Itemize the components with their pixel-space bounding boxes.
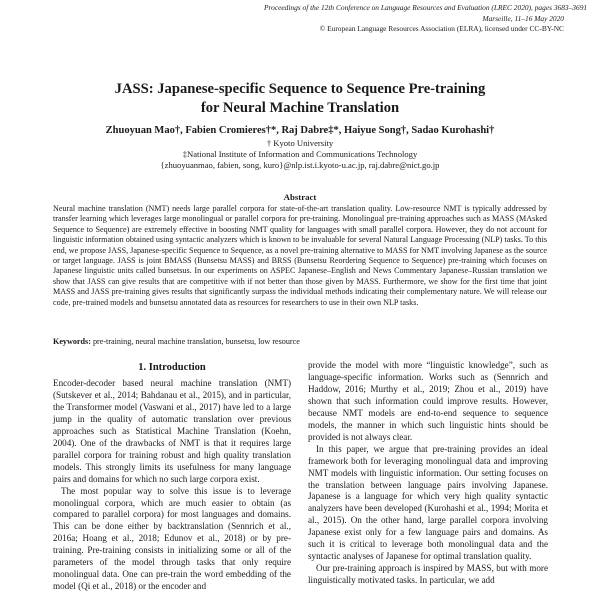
affiliation-2: ‡National Institute of Information and Communications Technology [182, 149, 418, 160]
title-line-2: for Neural Machine Translation [200, 99, 400, 116]
section-heading-introduction: 1. Introduction [138, 362, 206, 373]
paragraph: The most popular way to solve this issue is to leverage monolingual corpora, which are much easier to obtain (as compared to parallel corpora) for most languages and domains. This can be done either by backtranslation (Sennrich et al., 2016a; Hoang et al., 2018; Edunov et al., 2018) or by pre-training. Pre-training consists in initializing some or all of the parameters of the model through tasks that only require monolingual data. One can pre-train the word embedding of the model (Qi et al., 2018) or the encoder and [53, 485, 291, 592]
paragraph: provide the model with more “linguistic knowledge”, such as language-specific information. Works such as (Sennrich and Haddow, 2016; Murthy et al., 2019; Zhou et al., 2019) have shown that such information could improve results. However, because NMT models are end-to-end sequence to sequence models, the manner in which such linguistic hints should be provided is not always clear. [308, 360, 548, 442]
keywords-label: Keywords: [53, 337, 91, 346]
right-column [308, 360, 548, 587]
abstract-text: Neural machine translation (NMT) needs large parallel corpora for state-of-the-art translation quality. Low-resource NMT is typically addressed by transfer learning which leverages large monolingual or parallel corpora for pre-training. Monolingual pre-training approaches such as MASS (MAsked Sequence to Sequence) are extremely effective in boosting NMT quality for languages with small parallel corpora. However, they do not account for linguistic information obtained using syntactic analyzers which is known to be invaluable for several Natural Language Processing (NLP) tasks. To this end, we propose JASS, Japanese-specific Sequence to Sequence, as a novel pre-training alternative to MASS for NMT involving Japanese as the source or target language. JASS is joint BMASS (Bunsetsu MASS) and BRSS (Bunsetsu Reordering Sequence to Sequence) pre-training which focuses on Japanese linguistic units called bunsetsus. In our experiments on ASPEC Japanese–English and News Commentary Japanese–Russian translation we show that JASS can give results that are competitive with if not better than those given by MASS. Furthermore, we show for the first time that joint MASS and JASS pre-training gives results that significantly surpass the individual methods indicating their complementary nature. We will release our code, pre-trained models and bunsetsu annotated data as resources for researchers to use in their own NLP tasks. [53, 204, 547, 307]
proceedings-header [264, 3, 588, 35]
proceedings-line: Proceedings of the 12th Conference on Language Resources and Evaluation (LREC 2020), pages 3683–3691 [264, 3, 588, 12]
proceedings-location: Marseille, 11–16 May 2020 [482, 13, 564, 23]
affiliation-1: † Kyoto University [266, 138, 334, 148]
paragraph: Encoder-decoder based neural machine translation (NMT) (Sutskever et al., 2014; Bahdanau et al., 2015), and in particular, the Transformer model (Vaswani et al., 2017) have led to a large jump in the quality of automatic translation over previous approaches such as Statistical Machine Translation (Koehn, 2004). One of the drawbacks of NMT is that it requires large parallel corpora for training robust and high quality translation models. This strongly limits its usefulness for many language pairs and domains for which no such large corpora exist. [53, 378, 291, 484]
left-column [53, 378, 291, 593]
paragraph: Our pre-training approach is inspired by MASS, but with more linguistically motivated tasks. In particular, we add [308, 563, 548, 586]
author-list: Zhuoyuan Mao†, Fabien Cromieres†*, Raj Dabre‡*, Haiyue Song†, Sadao Kurohashi† [105, 125, 495, 136]
author-emails: {zhuoyuanmao, fabien, song, kuro}@nlp.ist.i.kyoto-u.ac.jp, raj.dabre@nict.go.jp [160, 160, 440, 171]
affiliations [0, 138, 600, 172]
keywords-text: pre-training, neural machine translation, bunsetsu, low resource [92, 337, 300, 346]
paragraph: In this paper, we argue that pre-training provides an ideal framework both for leveraging monolingual data and improving NMT models with linguistic information. Our setting focuses on the translation between language pairs involving Japanese. Japanese is a language for which very high quality syntactic analyzers have been developed (Kurohashi et al., 1994; Morita et al., 2015). On the other hand, large parallel corpora involving Japanese exist only for a few language pairs and domains. As such it is critical to leverage both monolingual data and the syntactic analyses of Japanese for optimal translation quality. [308, 443, 548, 562]
title-line-1: JASS: Japanese-specific Sequence to Sequence Pre-training [114, 81, 486, 97]
keywords [53, 337, 547, 346]
license-line: © European Language Resources Association (ELRA), licensed under CC-BY-NC [319, 24, 564, 33]
paper-title [0, 80, 600, 117]
abstract-heading: Abstract [283, 192, 317, 202]
